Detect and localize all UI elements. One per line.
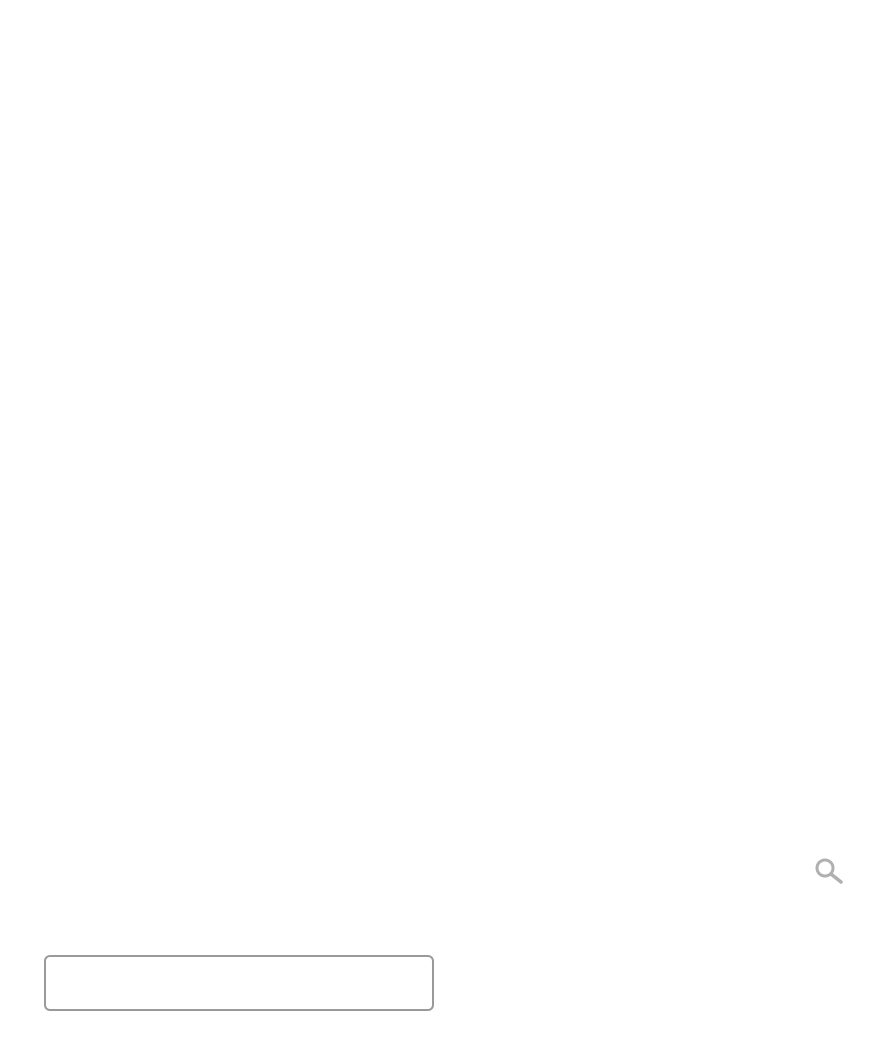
equation-input[interactable] bbox=[44, 955, 434, 1011]
magnifier-icon[interactable] bbox=[812, 856, 846, 886]
